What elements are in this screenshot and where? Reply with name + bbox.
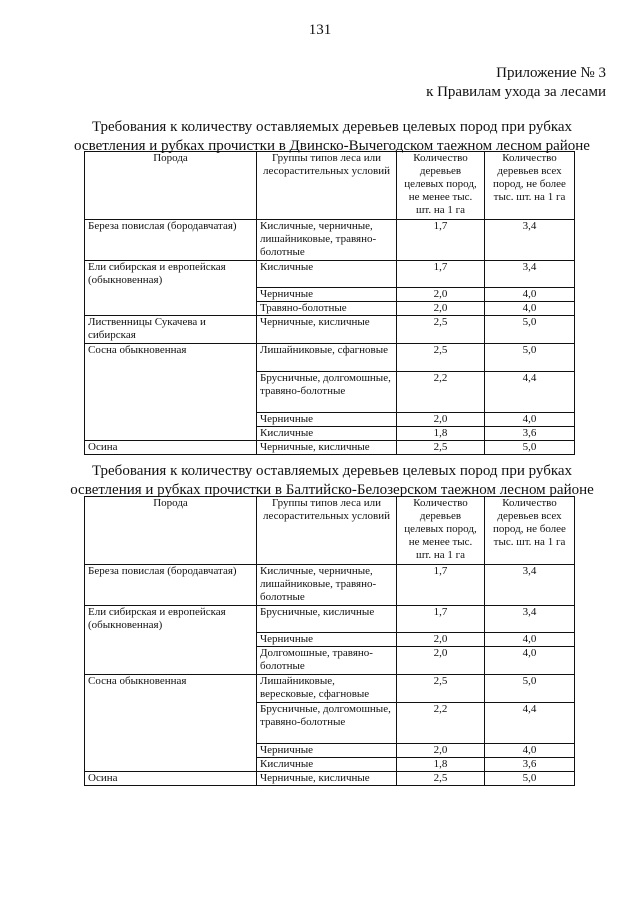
table-row [85,744,575,758]
header-species: Порода [85,152,257,220]
appendix-line-2: к Правилам ухода за лесами [426,84,606,100]
table-row [85,316,575,344]
species-cell [85,744,257,758]
table-row [85,344,575,372]
page-number: 131 [308,22,332,38]
section-1-title-line-1: Требования к количеству оставляемых деревьев целевых пород при рубках [91,119,573,135]
min-target-cell: 2,2 [397,372,485,413]
max-all-cell: 4,0 [485,744,575,758]
header-min-target-trees: Количество деревьев целевых пород, не менее тыс. шт. на 1 га [397,497,485,565]
max-all-cell: 3,4 [485,565,575,606]
min-target-cell: 2,5 [397,344,485,372]
appendix-line-1: Приложение № 3 [496,65,606,81]
header-min-target-trees: Количество деревьев целевых пород, не менее тыс. шт. на 1 га [397,152,485,220]
species-cell [85,758,257,772]
max-all-cell: 3,6 [485,427,575,441]
min-target-cell: 2,2 [397,703,485,744]
max-all-cell: 4,4 [485,372,575,413]
min-target-cell: 2,0 [397,288,485,302]
header-forest-conditions: Группы типов леса или лесорастительных условий [257,152,397,220]
min-target-cell: 2,0 [397,413,485,427]
table-row [85,372,575,413]
species-cell [85,302,257,316]
appendix-heading [426,64,606,102]
conditions-cell: Травяно-болотные [257,302,397,316]
species-cell [85,647,257,675]
min-target-cell: 2,5 [397,772,485,786]
species-cell: Ели сибирская и европейская (обыкновенная) [85,261,257,288]
conditions-cell: Кисличные [257,758,397,772]
max-all-cell: 5,0 [485,772,575,786]
section-1-table [84,151,575,455]
min-target-cell: 2,5 [397,441,485,455]
conditions-cell: Кисличные [257,261,397,288]
table-row [85,288,575,302]
min-target-cell: 1,7 [397,565,485,606]
min-target-cell: 2,0 [397,744,485,758]
section-2-title [68,462,596,500]
conditions-cell: Черничные [257,413,397,427]
conditions-cell: Черничные [257,744,397,758]
min-target-cell: 2,5 [397,316,485,344]
conditions-cell: Лишайниковые, вересковые, сфагновые [257,675,397,703]
section-2-table [84,496,575,786]
table-header-row [85,497,575,565]
table-row [85,220,575,261]
conditions-cell: Черничные, кисличные [257,772,397,786]
header-max-all-trees: Количество деревьев всех пород, не более тыс. шт. на 1 га [485,152,575,220]
table-row [85,261,575,288]
table-row [85,703,575,744]
max-all-cell: 5,0 [485,316,575,344]
max-all-cell: 3,4 [485,220,575,261]
table-header-row [85,152,575,220]
conditions-cell: Кисличные [257,427,397,441]
conditions-cell: Кисличные, черничные, лишайниковые, травяно-болотные [257,565,397,606]
max-all-cell: 3,4 [485,261,575,288]
min-target-cell: 2,5 [397,675,485,703]
conditions-cell: Брусничные, долгомошные, травяно-болотные [257,703,397,744]
header-species: Порода [85,497,257,565]
conditions-cell: Черничные [257,633,397,647]
min-target-cell: 1,8 [397,427,485,441]
species-cell: Сосна обыкновенная [85,675,257,703]
max-all-cell: 5,0 [485,344,575,372]
table-row [85,441,575,455]
species-cell [85,372,257,413]
table-row [85,772,575,786]
species-cell [85,288,257,302]
min-target-cell: 2,0 [397,633,485,647]
table-row [85,302,575,316]
min-target-cell: 1,7 [397,261,485,288]
conditions-cell: Черничные, кисличные [257,316,397,344]
table-row [85,413,575,427]
table-row [85,427,575,441]
table-row [85,758,575,772]
species-cell [85,413,257,427]
conditions-cell: Долгомошные, травяно-болотные [257,647,397,675]
header-forest-conditions: Группы типов леса или лесорастительных условий [257,497,397,565]
min-target-cell: 1,7 [397,606,485,633]
section-2-title-line-2: осветления и рубках прочистки в Балтийско-Белозерском таежном лесном районе [70,482,594,498]
min-target-cell: 2,0 [397,302,485,316]
max-all-cell: 4,0 [485,288,575,302]
max-all-cell: 3,6 [485,758,575,772]
section-1-title-line-2: осветления и рубках прочистки в Двинско-Вычегодском таежном лесном районе [74,138,590,154]
conditions-cell: Черничные, кисличные [257,441,397,455]
conditions-cell: Брусничные, кисличные [257,606,397,633]
max-all-cell: 5,0 [485,675,575,703]
species-cell: Береза повислая (бородавчатая) [85,565,257,606]
section-2-title-line-1: Требования к количеству оставляемых деревьев целевых пород при рубках [91,463,573,479]
species-cell: Осина [85,441,257,455]
table-row [85,633,575,647]
species-cell: Лиственницы Сукачева и сибирская [85,316,257,344]
conditions-cell: Черничные [257,288,397,302]
species-cell: Ели сибирская и европейская (обыкновенная) [85,606,257,633]
table-row [85,647,575,675]
min-target-cell: 2,0 [397,647,485,675]
species-cell: Осина [85,772,257,786]
min-target-cell: 1,7 [397,220,485,261]
conditions-cell: Кисличные, черничные, лишайниковые, травяно-болотные [257,220,397,261]
max-all-cell: 4,0 [485,647,575,675]
species-cell: Береза повислая (бородавчатая) [85,220,257,261]
min-target-cell: 1,8 [397,758,485,772]
species-cell [85,703,257,744]
species-cell [85,633,257,647]
max-all-cell: 4,0 [485,633,575,647]
max-all-cell: 4,0 [485,302,575,316]
header-max-all-trees: Количество деревьев всех пород, не более тыс. шт. на 1 га [485,497,575,565]
max-all-cell: 3,4 [485,606,575,633]
max-all-cell: 5,0 [485,441,575,455]
max-all-cell: 4,0 [485,413,575,427]
conditions-cell: Брусничные, долгомошные, травяно-болотные [257,372,397,413]
max-all-cell: 4,4 [485,703,575,744]
table-row [85,606,575,633]
table-row [85,565,575,606]
species-cell: Сосна обыкновенная [85,344,257,372]
species-cell [85,427,257,441]
table-row [85,675,575,703]
conditions-cell: Лишайниковые, сфагновые [257,344,397,372]
